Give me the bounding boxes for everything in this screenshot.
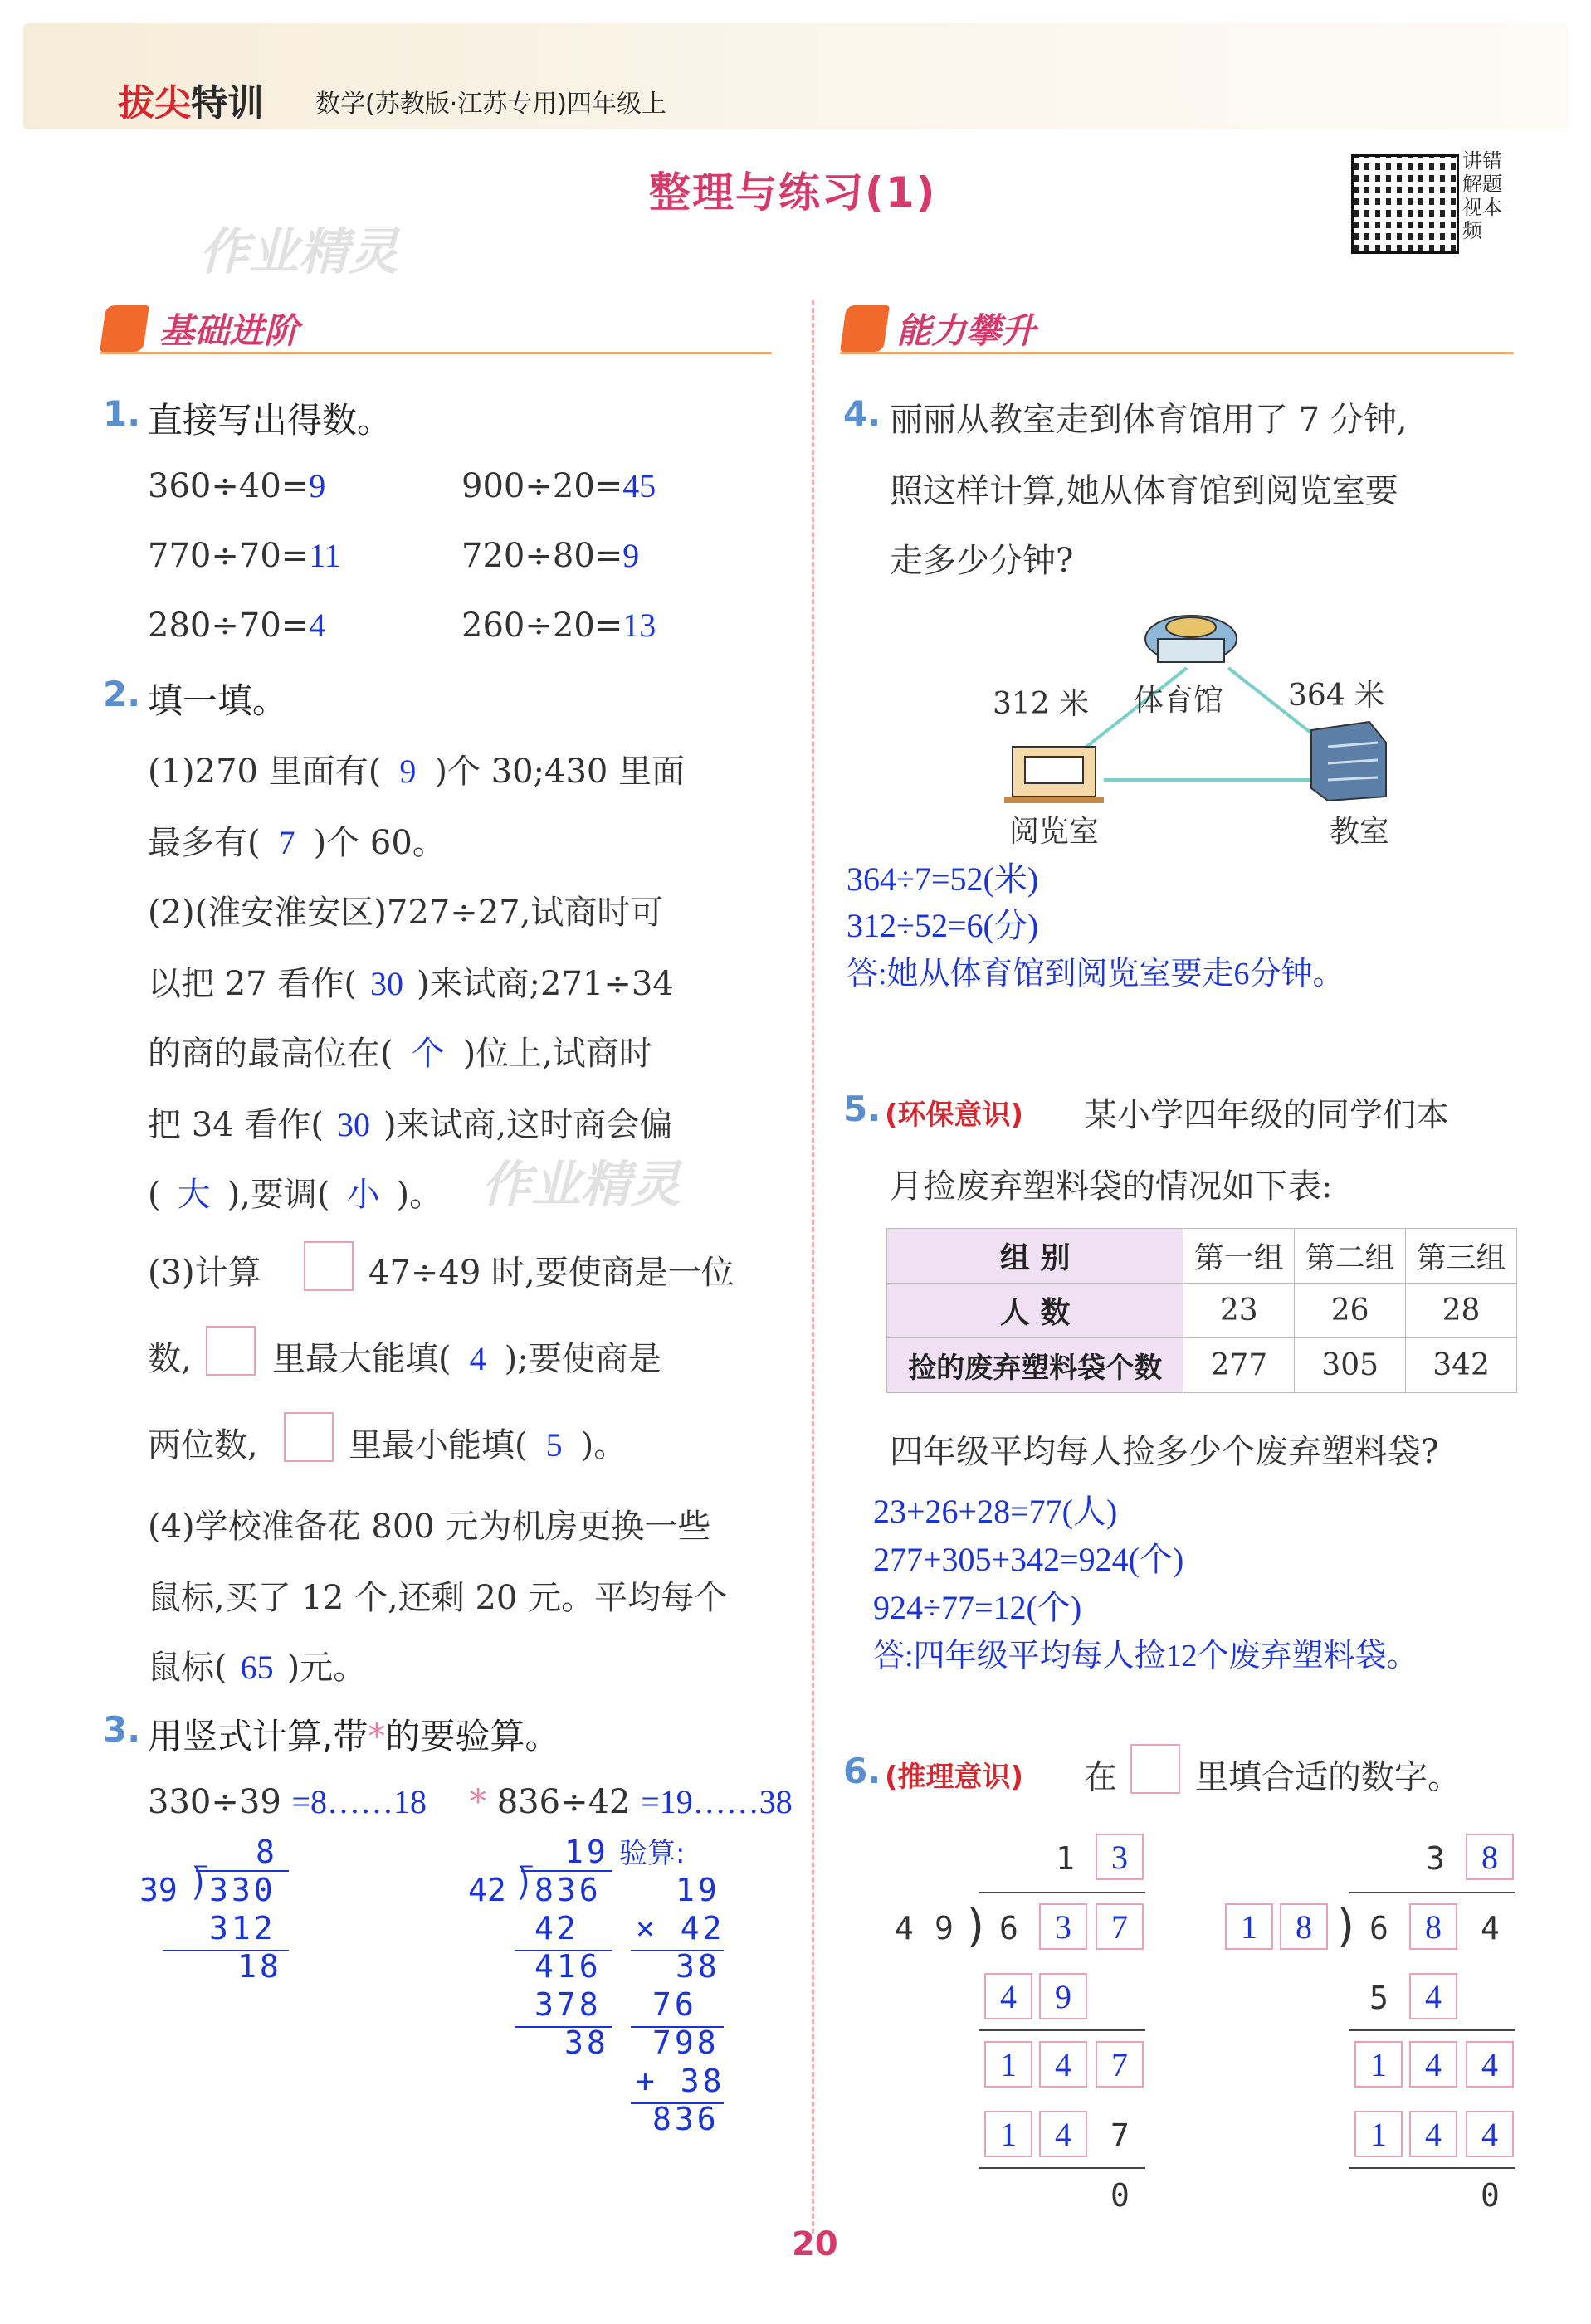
q1-number: 1. [103,393,141,434]
q1-item: 770÷70=11 [148,537,341,575]
q2-line: (1)270 里面有( 9 )个 30;430 里面 [148,753,686,791]
division-line [1349,2167,1515,2169]
puzzle-digit: 6 [1369,1910,1388,1946]
division-bracket: ) [963,1900,990,1952]
div2-step: 42 [534,1910,579,1946]
table-cell: 342 [1406,1338,1517,1393]
gym-icon [1145,616,1237,662]
q5-tag: (环保意识) [885,1099,1024,1132]
q5-question: 四年级平均每人捡多少个废弃塑料袋? [890,1433,1439,1471]
div2-divisor: 42 [468,1872,506,1908]
q1-text: 直接写出得数。 [148,400,393,441]
classroom-icon [1311,722,1386,801]
table-row-label: 人 数 [887,1284,1183,1338]
distance-right: 364 米 [1288,679,1385,713]
q2-line: 的商的最高位在( 个 )位上,试商时 [148,1035,652,1073]
q2-text: 填一填。 [148,680,288,721]
q2-line: 数, [148,1340,192,1378]
division-bracket: ⟌ [518,1865,533,1907]
div2-step: 378 [534,1986,602,2023]
table-cell: 28 [1406,1284,1517,1338]
data-table [886,1228,1517,1393]
puzzle-digit: 9 [935,1910,954,1946]
q2-line: 以把 27 看作( 30 )来试商;271÷34 [148,965,674,1003]
blank-box [304,1241,354,1291]
column-divider [812,300,814,2234]
div1-step: 312 [209,1910,276,1946]
label-gym: 体育馆 [1134,684,1224,718]
q3-expr: * 836÷42 =19……38 [470,1783,793,1821]
q1-item: 260÷20=13 [461,607,656,645]
q4-number: 4. [843,393,881,434]
check-line: 798 [652,2024,720,2061]
q6-text: 里填合适的数字。 [1195,1758,1461,1796]
puzzle-box: 4 [984,1973,1032,2019]
puzzle-digit: 7 [1110,2117,1130,2154]
qr-label: 讲错解题视本频 [1462,149,1502,242]
table-cell: 26 [1295,1284,1406,1338]
puzzle-box: 1 [1354,2111,1403,2157]
table-cell: 305 [1295,1338,1406,1393]
puzzle-box: 4 [1409,2041,1457,2088]
section-advanced: 能力攀升 [896,310,1037,351]
puzzle-digit: 3 [1426,1840,1445,1877]
q2-line: (2)(淮安淮安区)727÷27,试商时可 [148,894,664,932]
puzzle-digit: 0 [1110,2177,1130,2214]
puzzle-digit: 1 [1056,1840,1075,1877]
runner-icon [100,305,149,352]
q5-number: 5. [843,1089,881,1129]
q3-expr: 330÷39 =8……18 [148,1783,427,1821]
table-header: 第一组 [1183,1229,1295,1284]
division-bracket: ) [1333,1900,1360,1952]
watermark: 作业精灵 [199,223,398,281]
q2-line: (3)计算 [148,1254,261,1292]
brand-logo: 拔尖特训 [118,82,264,124]
table-header: 组 别 [887,1229,1183,1284]
check-line: × 42 [636,1910,725,1946]
check-label: 验算: [619,1837,686,1870]
puzzle-box: 9 [1039,1973,1087,2019]
q2-number: 2. [103,674,141,714]
puzzle-box: 3 [1039,1903,1087,1950]
q2-line: 最多有( 7 )个 60。 [148,824,446,862]
q2-line: ( 大 ),要调( 小 )。 [148,1176,443,1214]
table-header: 第三组 [1406,1229,1517,1284]
puzzle-box: 3 [1096,1834,1144,1880]
q1-item: 900÷20=45 [461,467,656,505]
q5-step: 23+26+28=77(人) [873,1493,1118,1530]
q2-line: 把 34 看作( 30 )来试商,这时商会偏 [148,1106,673,1144]
q1-item: 280÷70=4 [148,607,326,645]
puzzle-box: 1 [984,2111,1032,2157]
check-line: 38 [676,1948,720,1985]
section-underline [100,352,772,354]
q5-line: 月捡废弃塑料袋的情况如下表: [890,1167,1333,1206]
division-bar [196,1870,289,1872]
page-number: 20 [792,2225,838,2263]
puzzle-box: 4 [1466,2111,1514,2157]
q3-text: 用竖式计算,带*的要验算。 [148,1716,560,1756]
q2-line: 47÷49 时,要使商是一位 [368,1254,734,1292]
q6-number: 6. [843,1751,881,1791]
check-line: 19 [676,1872,720,1908]
puzzle-box: 7 [1096,1903,1144,1950]
division-line [979,2029,1145,2031]
check-line: 76 [652,1986,697,2023]
division-line [1349,2029,1515,2031]
q6-tag: (推理意识) [885,1761,1024,1794]
label-reading-room: 阅览室 [1009,815,1100,849]
puzzle-box: 7 [1096,2041,1144,2088]
table-cell: 23 [1183,1284,1295,1338]
puzzle-digit: 5 [1369,1980,1388,2016]
q5-line: 某小学四年级的同学们本 [1084,1096,1449,1134]
puzzle-digit: 6 [999,1910,1018,1946]
division-bar [521,1870,612,1872]
division-bar [979,1892,1145,1893]
div1-divisor: 39 [139,1872,178,1908]
q4-step: 364÷7=52(米) [847,860,1039,898]
section-underline [840,352,1514,354]
div1-quotient: 8 [256,1834,275,1870]
table-header: 第二组 [1295,1229,1406,1284]
div1-dividend: 330 [209,1872,276,1908]
label-classroom: 教室 [1330,815,1390,849]
book-subtitle: 数学(苏教版·江苏专用)四年级上 [315,90,666,119]
q4-line: 走多少分钟? [890,542,1074,580]
distance-left: 312 米 [993,687,1090,721]
q4-line: 丽丽从教室走到体育馆用了 7 分钟, [890,401,1408,439]
q1-item: 360÷40=9 [148,467,326,505]
climber-icon [840,305,890,352]
puzzle-digit: 4 [895,1910,914,1946]
div2-remainder: 38 [564,2024,609,2061]
puzzle-box: 4 [1039,2111,1087,2157]
blank-box [206,1326,256,1376]
qr-code-icon[interactable] [1351,154,1459,254]
page-title: 整理与练习(1) [649,168,937,217]
reading-room-icon [1004,747,1104,803]
puzzle-box: 4 [1466,2041,1514,2088]
watermark: 作业精灵 [481,1156,681,1214]
puzzle-box: 8 [1466,1834,1514,1880]
puzzle-digit: 4 [1481,1910,1500,1946]
table-cell: 277 [1183,1338,1295,1393]
division-bar [1349,1892,1515,1893]
puzzle-box: 1 [1354,2041,1403,2088]
q2-line: 两位数, [148,1426,258,1464]
div2-dividend: 836 [534,1872,602,1908]
q3-number: 3. [103,1709,141,1750]
div2-quotient: 19 [564,1834,609,1870]
blank-box [1130,1744,1180,1794]
blank-box [284,1412,334,1462]
q2-line: (4)学校准备花 800 元为机房更换一些 [148,1508,711,1546]
q4-step: 312÷52=6(分) [847,907,1039,944]
puzzle-digit: 0 [1481,2177,1500,2214]
puzzle-box: 4 [1039,2041,1087,2088]
division-line [979,2167,1145,2169]
puzzle-box: 8 [1280,1903,1328,1950]
check-line: 836 [652,2101,720,2137]
q2-line: 鼠标( 65 )元。 [148,1649,367,1687]
division-bracket: ⟌ [193,1865,207,1907]
table-row-label: 捡的废弃塑料袋个数 [887,1338,1183,1393]
q5-answer: 答:四年级平均每人捡12个废弃塑料袋。 [873,1639,1418,1674]
q4-answer: 答:她从体育馆到阅览室要走6分钟。 [847,957,1345,991]
q2-line: 鼠标,买了 12 个,还剩 20 元。平均每个 [148,1579,728,1617]
div1-remainder: 18 [237,1948,282,1985]
div2-step: 416 [534,1948,602,1985]
puzzle-box: 8 [1409,1903,1457,1950]
section-basic: 基础进阶 [159,310,300,351]
q1-item: 720÷80=9 [461,537,640,575]
puzzle-box: 4 [1409,1973,1457,2019]
puzzle-box: 1 [1225,1903,1273,1950]
q5-step: 277+305+342=924(个) [873,1541,1184,1578]
q4-line: 照这样计算,她从体育馆到阅览室要 [890,472,1398,510]
q5-step: 924÷77=12(个) [873,1589,1082,1626]
q2-line: 里最小能填( 5 )。 [349,1426,627,1464]
puzzle-box: 4 [1409,2111,1457,2157]
check-line: + 38 [636,2063,725,2099]
q6-text: 在 [1084,1758,1117,1796]
puzzle-box: 1 [984,2041,1032,2088]
q2-line: 里最大能填( 4 );要使商是 [272,1340,661,1378]
